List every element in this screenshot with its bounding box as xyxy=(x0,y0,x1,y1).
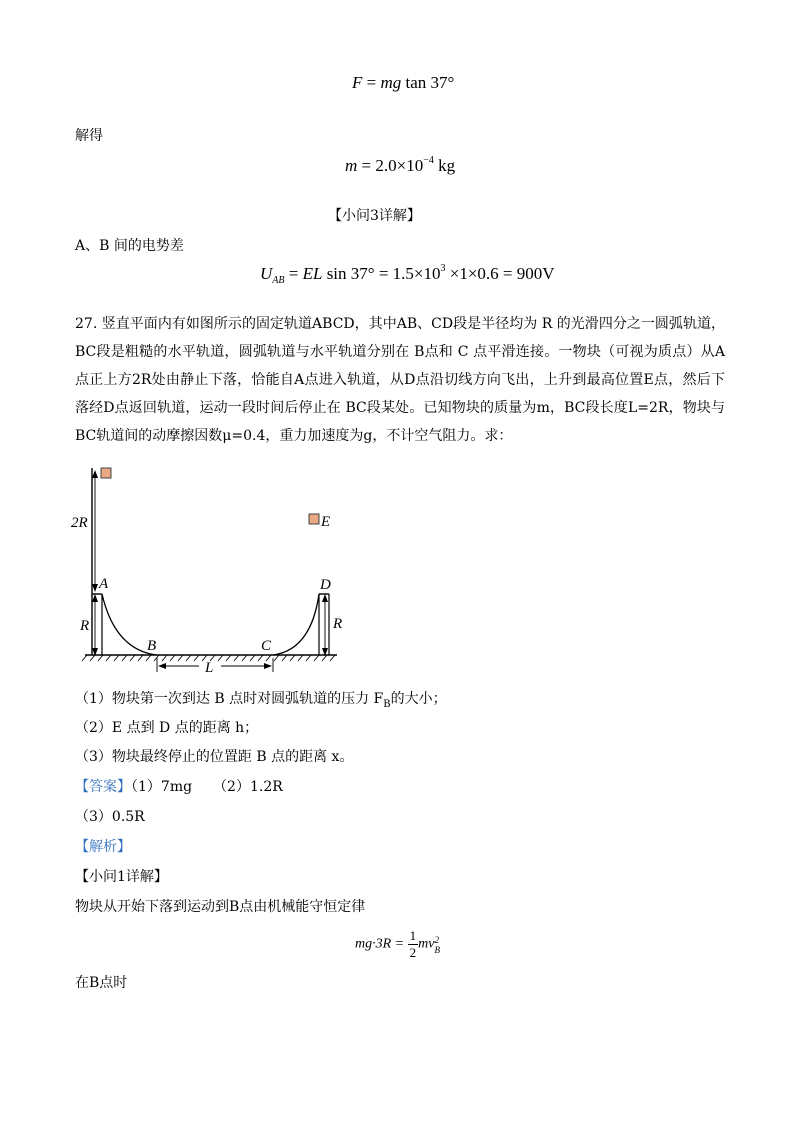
eq-rest: = 2.0×10 xyxy=(357,156,424,175)
equation-potential xyxy=(260,263,555,286)
label-E: E xyxy=(321,514,331,530)
question-1-sub: B xyxy=(383,699,391,710)
text-q3-line: A、B 间的电势差 xyxy=(75,238,184,254)
block-E xyxy=(309,514,319,524)
answer-label: 【答案】 xyxy=(75,779,131,795)
eq-var: EL xyxy=(302,264,323,283)
answer-1: （1）7mg （2）1.2R xyxy=(131,779,283,795)
answer-line-1 xyxy=(75,776,283,796)
text-jiede: 解得 xyxy=(75,128,103,144)
eq-rhs: mv xyxy=(418,936,435,952)
label-A: A xyxy=(99,576,109,592)
answer-line-2: （3）0.5R xyxy=(75,809,145,825)
equation-force xyxy=(352,73,454,93)
problem-text: 27. 竖直平面内有如图所示的固定轨道ABCD，其中AB、CD段是半径均为 R 的光滑四分之一圆弧轨道，BC段是粗糙的水平轨道，圆弧轨道与水平轨道分别在 B点和 C 点平滑连接。一物块（可视为质点）从A点正上方2R处由静止下落，恰能自A点进入轨道，从D点沿切线方向飞出，上升到最高位置E点，然后下落经D点返回轨道，运动一段时间后停止在 BC段某处。已知物块的质量为m，BC段长度L=2R，物块与BC轨道间的动摩擦因数μ=0.4，重力加速度为g，不计空气阻力。求： xyxy=(75,316,725,444)
eq-op: = xyxy=(362,73,381,92)
eq-lhs: mg·3R = xyxy=(355,936,408,952)
label-2R: 2R xyxy=(71,515,88,531)
analysis-label: 【解析】 xyxy=(75,839,131,855)
equation-energy xyxy=(355,928,440,961)
section-header-q1: 【小问1详解】 xyxy=(75,869,168,885)
question-1-tail: 的大小； xyxy=(390,691,447,707)
text-last-line: 在B点时 xyxy=(75,975,128,991)
block-start xyxy=(101,468,111,478)
question-1-text: （1）物块第一次到达 B 点时对圆弧轨道的压力 F xyxy=(75,691,384,707)
eq-numerator: 1 xyxy=(409,928,417,943)
eq-unit: kg xyxy=(433,156,456,175)
eq-sub: AB xyxy=(272,275,285,286)
label-R-left: R xyxy=(80,618,90,634)
eq-op: = xyxy=(284,264,303,283)
label-D: D xyxy=(320,577,331,593)
label-L: L xyxy=(205,660,214,676)
eq-var: U xyxy=(260,264,273,283)
text-q1-line: 物块从开始下落到运动到B点由机械能守恒定律 xyxy=(75,899,366,915)
label-R-right: R xyxy=(333,616,343,632)
eq-var: F xyxy=(352,73,363,92)
eq-sub: B xyxy=(434,944,440,955)
eq-rest: tan 37° xyxy=(401,73,455,92)
eq-exp: −4 xyxy=(423,155,434,166)
eq-var: mg xyxy=(380,73,402,92)
equation-mass xyxy=(345,155,455,176)
eq-sup: 2 xyxy=(434,934,439,945)
question-2: （2）E 点到 D 点的距离 h； xyxy=(75,720,259,736)
section-header-q3: 【小问3详解】 xyxy=(328,208,421,224)
eq-denominator: 2 xyxy=(409,945,417,960)
label-B: B xyxy=(147,638,157,654)
eq-rest: ×1×0.6 = 900V xyxy=(445,264,555,283)
eq-rest: sin 37° = 1.5×10 xyxy=(322,264,441,283)
label-C: C xyxy=(261,638,272,654)
track-diagram xyxy=(71,460,375,676)
eq-var: m xyxy=(345,156,358,175)
question-1 xyxy=(75,688,447,710)
eq-fraction xyxy=(408,928,419,961)
eq-exp: 3 xyxy=(440,263,446,274)
question-3: （3）物块最终停止的位置距 B 点的距离 x。 xyxy=(75,749,354,765)
